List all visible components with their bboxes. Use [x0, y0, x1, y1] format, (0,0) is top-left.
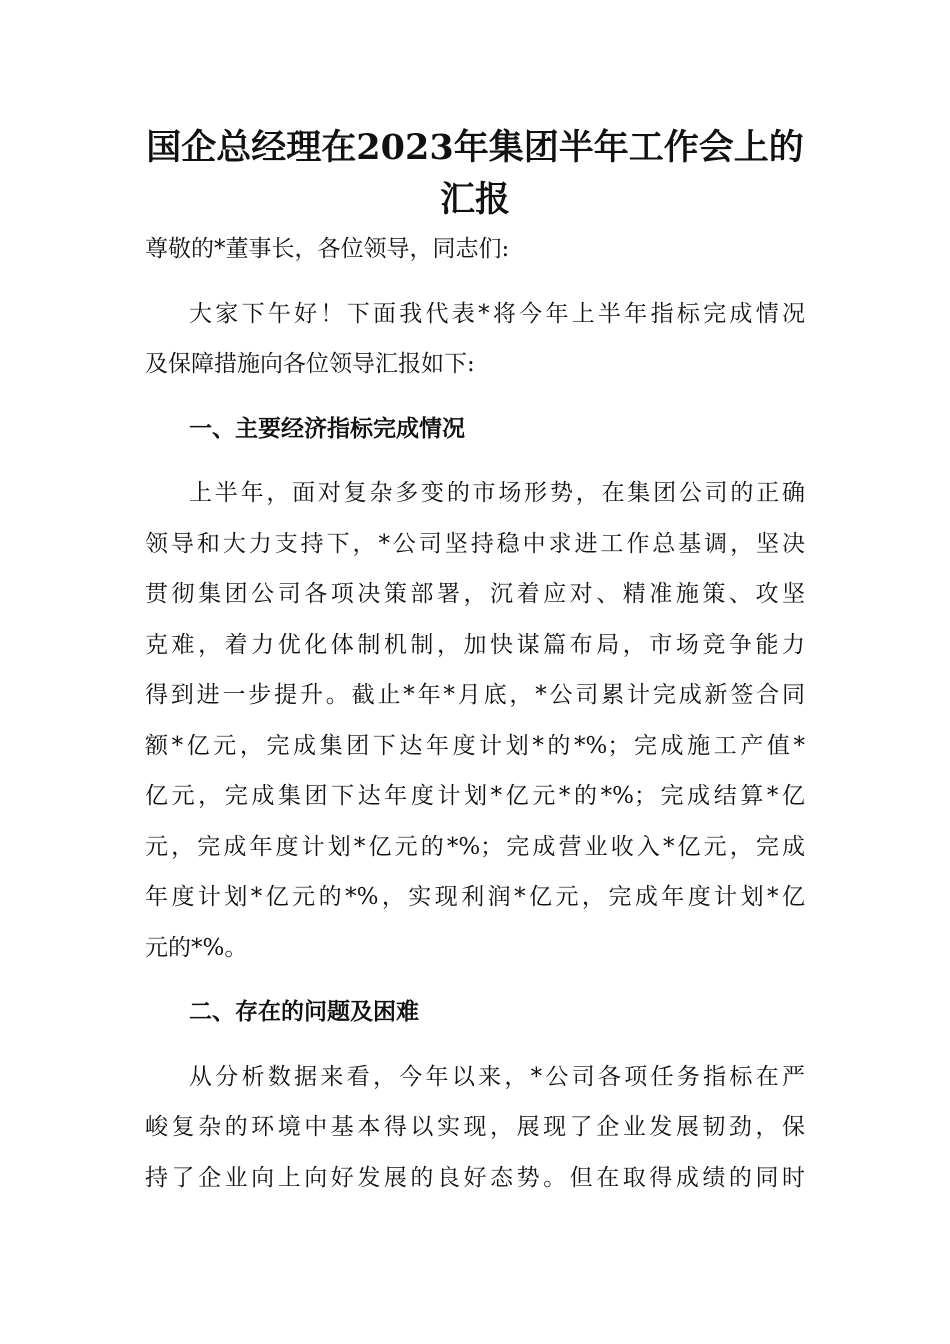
- title-line-2: 汇报: [439, 179, 510, 220]
- section-2-heading: 二、存在的问题及困难: [189, 999, 419, 1025]
- intro-line-2: 及保障措施向各位领导汇报如下:: [145, 351, 475, 377]
- document-body: [145, 224, 805, 1203]
- title-line-1: 国企总经理在2023年集团半年工作会上的: [146, 127, 804, 168]
- section-1-line: 得到进一步提升。截止*年*月底，*公司累计完成新签合同: [145, 682, 805, 708]
- document-title: [145, 122, 805, 226]
- section-2-line: 从分析数据来看，今年以来，*公司各项任务指标在严: [189, 1063, 805, 1090]
- section-1-line: 领导和大力支持下，*公司坚持稳中求进工作总基调，坚决: [145, 530, 805, 557]
- section-1-line: 年度计划*亿元的*%，实现利润*亿元，完成年度计划*亿: [145, 884, 805, 910]
- section-1-line: 贯彻集团公司各项决策部署，沉着应对、精准施策、攻坚: [145, 581, 805, 607]
- section-1-line: 克难，着力优化体制机制，加快谋篇布局，市场竞争能力: [145, 631, 805, 658]
- section-1-line: 元，完成年度计划*亿元的*%；完成营业收入*亿元，完成: [145, 833, 805, 860]
- section-2-line: 持了企业向上向好发展的良好态势。但在取得成绩的同时: [145, 1164, 805, 1191]
- salutation: 尊敬的*董事长，各位领导，同志们:: [145, 236, 510, 262]
- section-2-line: 峻复杂的环境中基本得以实现，展现了企业发展韧劲，保: [145, 1114, 805, 1140]
- intro-line-1: 大家下午好！下面我代表*将今年上半年指标完成情况: [189, 300, 805, 327]
- section-1-line: 亿元，完成集团下达年度计划*亿元*的*%；完成结算*亿: [145, 783, 805, 809]
- section-1-line: 元的*%。: [145, 934, 248, 961]
- section-1-line: 上半年，面对复杂多变的市场形势，在集团公司的正确: [189, 480, 805, 506]
- section-1-heading: 一、主要经济指标完成情况: [189, 415, 465, 442]
- section-1-line: 额*亿元，完成集团下达年度计划*的*%；完成施工产值*: [145, 732, 805, 759]
